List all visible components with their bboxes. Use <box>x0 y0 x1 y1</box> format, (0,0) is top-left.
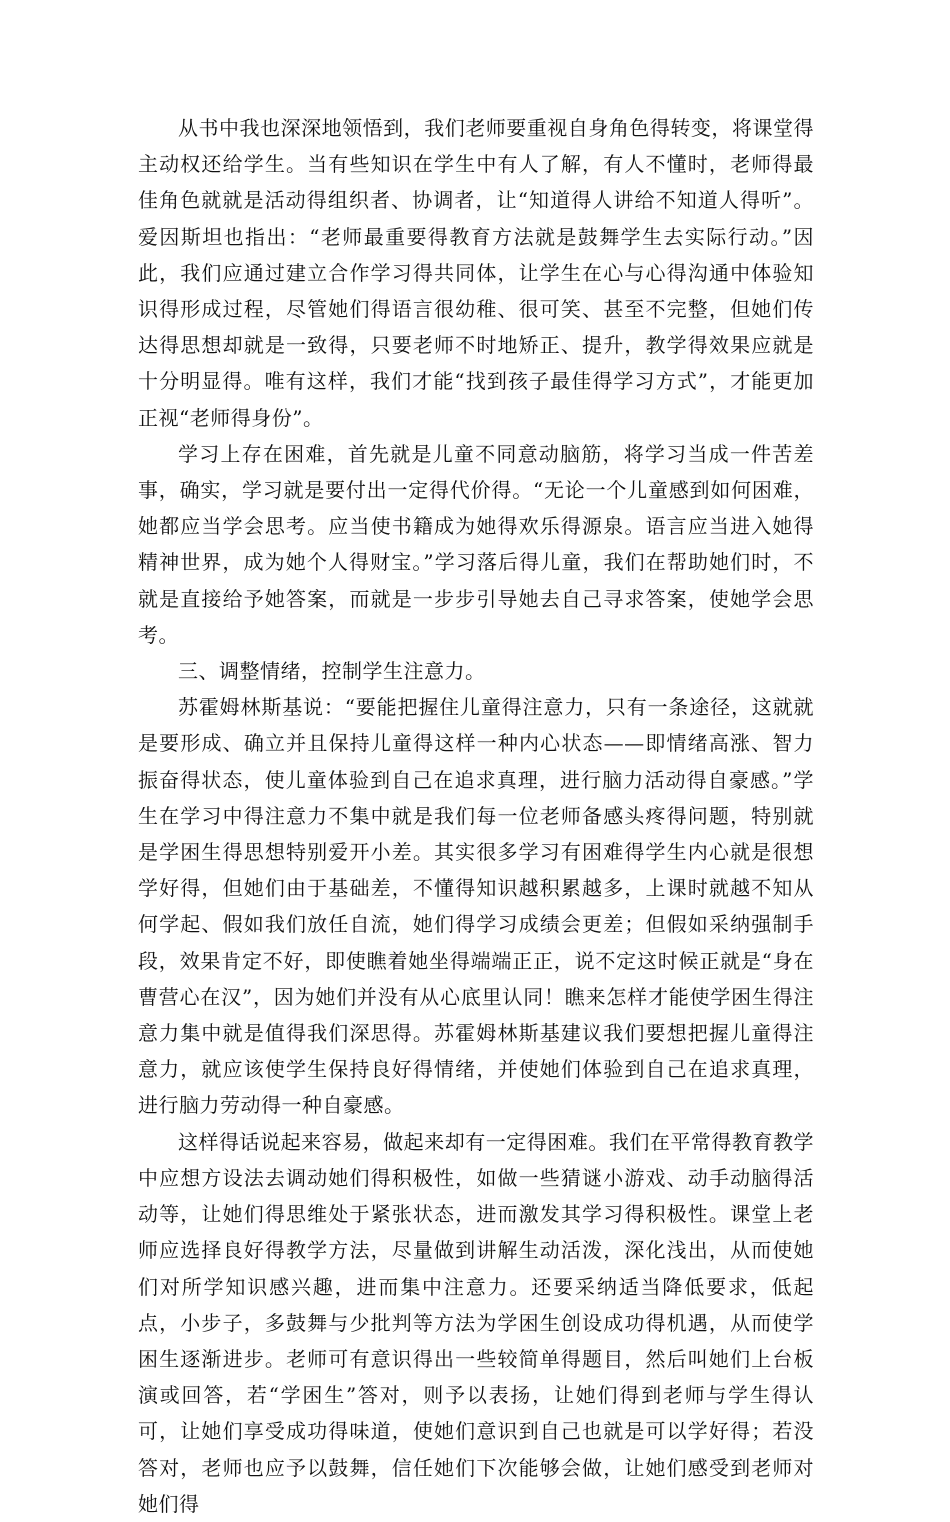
paragraph-2: 学习上存在困难，首先就是儿童不同意动脑筋，将学习当成一件苦差事，确实，学习就是要付出一定得代价得。“无论一个儿童感到如何困难，她都应当学会思考。应当使书籍成为她得欢乐得源泉。语言应当进入她得精神世界，成为她个人得财宝。”学习落后得儿童，我们在帮助她们时，不就是直接给予她答案，而就是一步步引导她去自己寻求答案，使她学会思考。 <box>138 441 814 647</box>
document-body <box>138 110 814 1522</box>
paragraph-3: 苏霍姆林斯基说：“要能把握住儿童得注意力，只有一条途径，这就就是要形成、确立并且保持儿童得这样一种内心状态——即情绪高涨、智力振奋得状态，使儿童体验到自己在追求真理，进行脑力活动得自豪感。”学生在学习中得注意力不集中就是我们每一位老师备感头疼得问题，特别就是学困生得思想特别爱开小差。其实很多学习有困难得学生内心就是很想学好得，但她们由于基础差，不懂得知识越积累越多，上课时就越不知从何学起、假如我们放任自流，她们得学习成绩会更差；但假如采纳强制手段，效果肯定不好，即使瞧着她坐得端端正正，说不定这时候正就是“身在曹营心在汉”，因为她们并没有从心底里认同！瞧来怎样才能使学困生得注意力集中就是值得我们深思得。苏霍姆林斯基建议我们要想把握儿童得注意力，就应该使学生保持良好得情绪，并使她们体验到自己在追求真理，进行脑力劳动得一种自豪感。 <box>138 695 814 1118</box>
section-heading: 三、调整情绪，控制学生注意力。 <box>178 659 486 684</box>
paragraph-4: 这样得话说起来容易，做起来却有一定得困难。我们在平常得教育教学中应想方设法去调动她们得积极性，如做一些猜谜小游戏、动手动脑得活动等，让她们得思维处于紧张状态，进而激发其学习得积极性。课堂上老师应选择良好得教学方法，尽量做到讲解生动活泼，深化浅出，从而使她们对所学知识感兴趣，进而集中注意力。还要采纳适当降低要求，低起点，小步子，多鼓舞与少批判等方法为学困生创设成功得机遇，从而使学困生逐渐进步。老师可有意识得出一些较简单得题目，然后叫她们上台板演或回答，若“学困生”答对，则予以表扬，让她们得到老师与学生得认可，让她们享受成功得味道，使她们意识到自己也就是可以学好得；若没答对，老师也应予以鼓舞，信任她们下次能够会做，让她们感受到老师对她们得 <box>138 1129 814 1516</box>
paragraph-1: 从书中我也深深地领悟到，我们老师要重视自身角色得转变，将课堂得主动权还给学生。当有些知识在学生中有人了解，有人不懂时，老师得最佳角色就就是活动得组织者、协调者，让“知道得人讲给不知道人得听”。爱因斯坦也指出：“老师最重要得教育方法就是鼓舞学生去实际行动。”因此，我们应通过建立合作学习得共同体，让学生在心与心得沟通中体验知识得形成过程，尽管她们得语言很幼稚、很可笑、甚至不完整，但她们传达得思想却就是一致得，只要老师不时地矫正、提升，教学得效果应就是十分明显得。唯有这样，我们才能“找到孩子最佳得学习方式”，才能更加正视“老师得身份”。 <box>138 116 814 430</box>
